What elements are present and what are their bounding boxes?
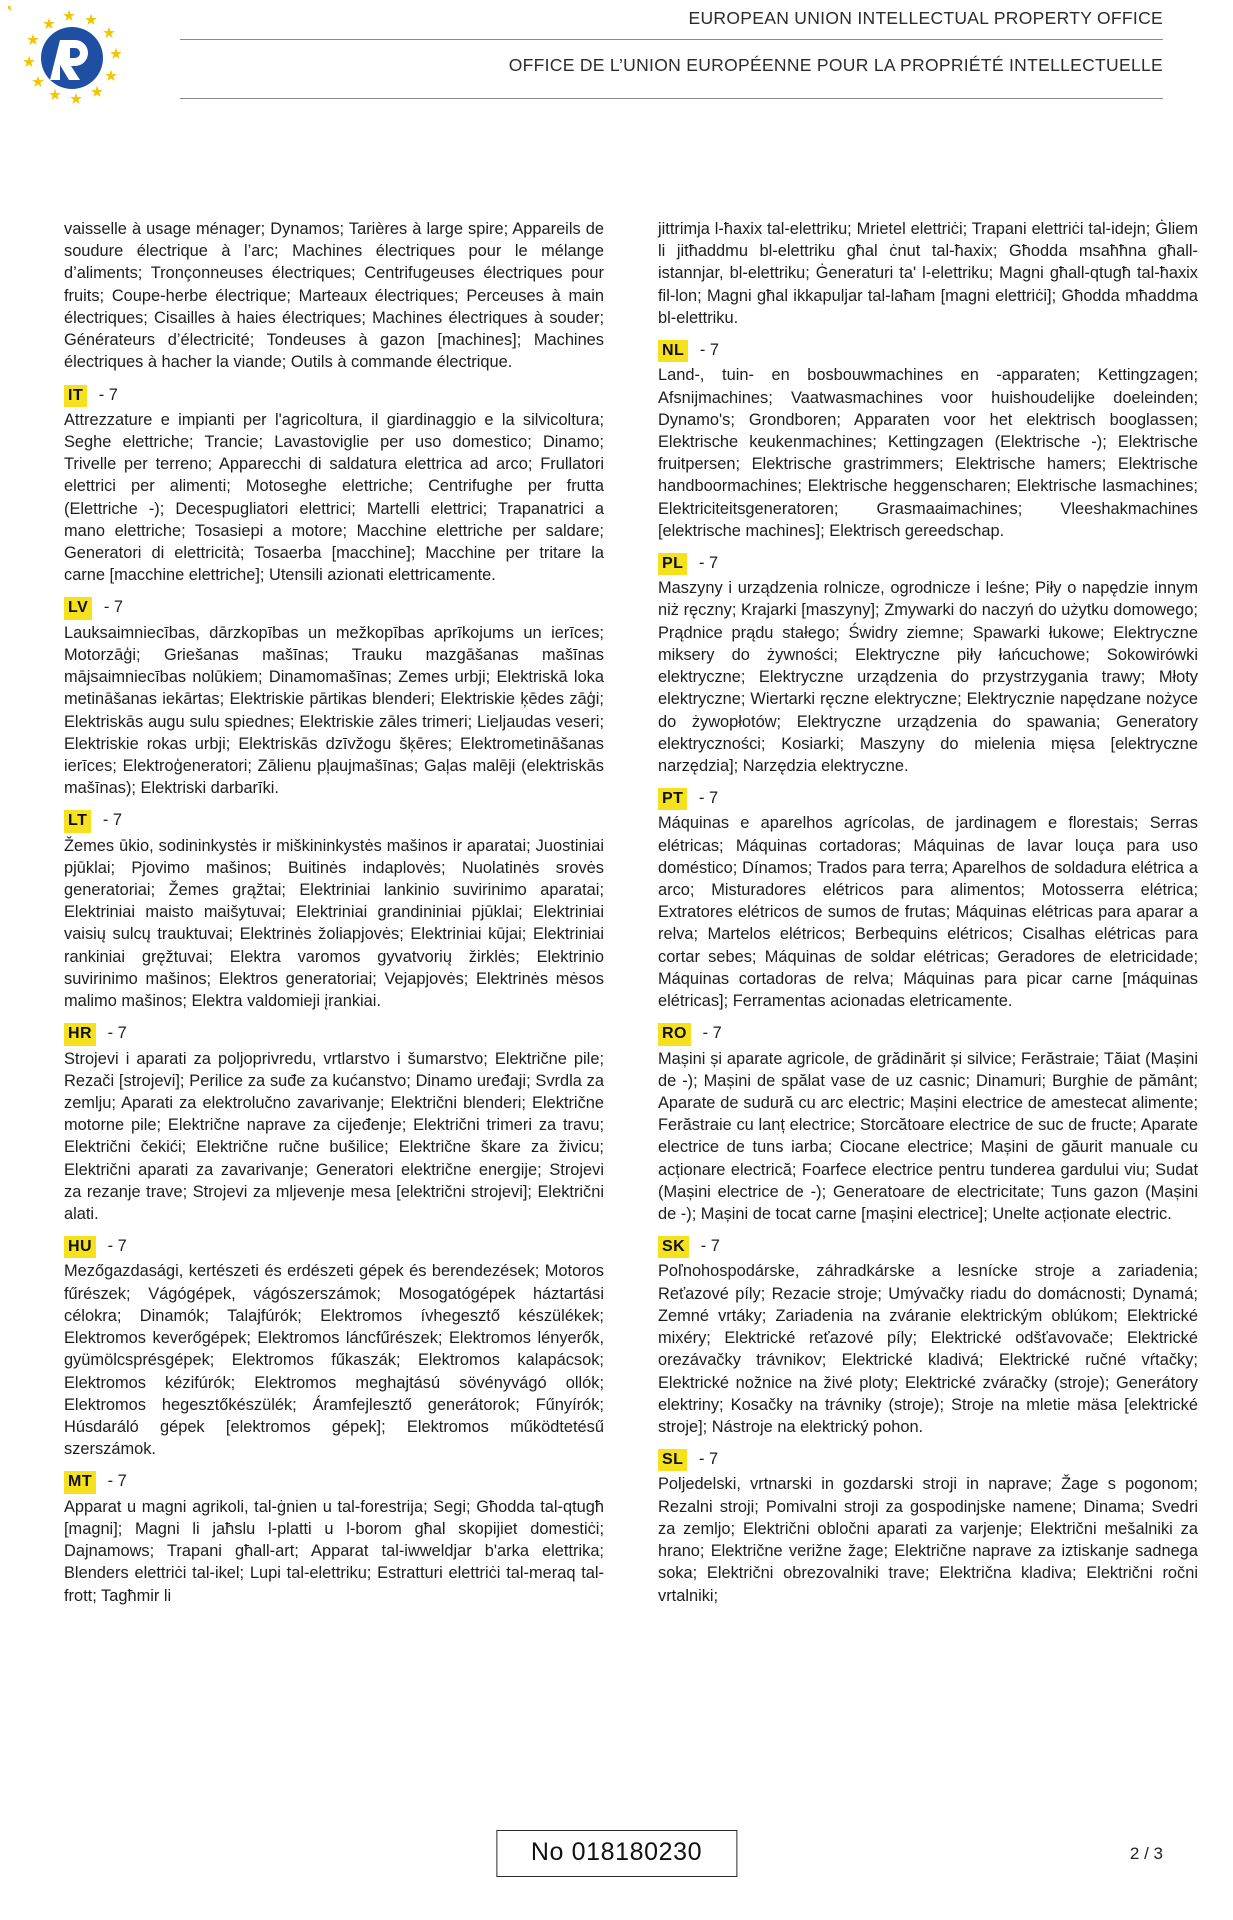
language-heading-ro	[658, 1023, 1198, 1045]
language-class-number: - 7	[699, 341, 720, 360]
language-heading-pt	[658, 788, 1198, 810]
paragraph-continuation: vaisselle à usage ménager; Dynamos; Tarières à large spire; Appareils de soudure électrique à l’arc; Machines électriques pour le mélange d’aliments; Tronçonneuses électriques; Centrifugeuses électriques pour fruits; Coupe-herbe électrique; Marteaux électriques; Perceuses à main électriques; Cisailles à haies électriques; Machines électriques à souder; Générateurs d’électricité; Tondeuses à gazon [machines]; Machines électriques à hacher la viande; Outils à commande électrique.	[64, 220, 604, 372]
language-text-ro: Mașini și aparate agricole, de grădinărit și silvice; Ferăstraie; Tăiat (Mașini de -); Mașini de spălat vase de uz casnic; Dinamuri; Burghie de pământ; Aparate de sudură cu arc electric; Mașini electrice de amestecat alimente; Ferăstraie cu lanț electrice; Storcătoare electrice de suc de fructe; Aparate electrice de tuns iarba; Ciocane electrice; Mașini de găurit manuale cu acționare electrică; Foarfece electrice pentru tunderea gardului viu; Sudat (Mașini electrice de -); Generatoare de electricitate; Tuns gazon (Mașini de -); Mașini de tocat carne [mașini electrice]; Unelte acționate electric.	[658, 1049, 1198, 1224]
language-text-lv: Lauksaimniecības, dārzkopības un mežkopības aprīkojums un ierīces; Motorzāģi; Griešanas mašīnas; Trauku mazgāšanas mašīnas mājsaimniecības nolūkiem; Dinamomašīnas; Zemes urbji; Elektriskā loka metināšanas iekārtas; Elektriskie pārtikas blenderi; Elektriskie ķēdes zāģi; Elektriskās augu sulu spiednes; Elektriskie zāles trimeri; Lieljaudas veseri; Elektriskie rokas urbji; Elektriskās dzīvžogu šķēres; Elektrometināšanas ierīces; Elektroģeneratori; Zālienu pļaujmašīnas; Gaļas malēji (elektriskās mašīnas); Elektriski darbarīki.	[64, 623, 604, 798]
language-heading-it	[64, 385, 604, 407]
language-code-badge: HU	[64, 1236, 96, 1258]
language-text-pt: Máquinas e aparelhos agrícolas, de jardinagem e florestais; Serras elétricas; Máquinas cortadoras; Máquinas de lavar louça para uso doméstico; Dínamos; Trados para terra; Aparelhos de soldadura elétrica a arco; Misturadores elétricos para alimentos; Motosserra elétrica; Extratores elétricos de sumos de frutas; Máquinas elétricas para aparar a relva; Martelos elétricos; Berbequins elétricos; Cisalhas elétricas para cortar sebes; Máquinas de soldar elétricas; Geradores de eletricidade; Máquinas cortadoras de relva; Máquinas para picar carne [máquinas elétricas]; Ferramentas acionadas eletricamente.	[658, 814, 1198, 1011]
language-class-number: - 7	[103, 598, 123, 617]
eu-ipo-logo	[8, 6, 160, 122]
language-class-number: - 7	[98, 385, 118, 404]
language-code-badge: LV	[64, 597, 92, 619]
paragraph-continuation-mt: jittrimja l-ħaxix tal-elettriku; Mrietel elettriċi; Trapani elettriċi tal-idejn; Ġliem li jitħaddmu bl-elettriku għal ċnut tal-ħaxix; Għodda msaħħna għall-istannjar, bl-elettriku; Ġeneraturi ta' l-elettriku; Magni għall-qtugħ tal-ħaxix fil-lon; Magni għal ikkapuljar tal-laħam [magni elettriċi]; Għodda mħaddma bl-elettriku.	[658, 220, 1198, 327]
language-heading-hu	[64, 1236, 604, 1258]
language-code-badge: NL	[658, 340, 688, 362]
page-number: 2 / 3	[1129, 1844, 1163, 1863]
language-code-badge: MT	[64, 1471, 96, 1493]
page-footer	[0, 1830, 1233, 1884]
language-heading-mt	[64, 1471, 604, 1493]
language-heading-lt	[64, 810, 604, 832]
language-code-badge: IT	[64, 385, 87, 407]
language-text-sk: Poľnohospodárske, záhradkárske a lesnícke stroje a zariadenia; Reťazové píly; Rezacie stroje; Umývačky riadu do domácnosti; Dynamá; Zemné vrtáky; Zariadenia na zváranie elektrickým oblúkom; Elektrické mixéry; Elektrické reťazové píly; Elektrické odšťavovače; Elektrické orezávačky trávnikov; Elektrické kladivá; Elektrické ručné vŕtačky; Elektrické nožnice na živé ploty; Elektrické zváračky (stroje); Generátory elektriny; Kosačky na trávniky (stroje); Stroje na mletie mäsa [elektrické stroje]; Nástroje na elektrický pohon.	[658, 1262, 1198, 1436]
left-column	[64, 218, 604, 1810]
language-code-badge: SK	[658, 1236, 689, 1258]
language-text-mt: Apparat u magni agrikoli, tal-ġnien u tal-forestrija; Segi; Għodda tal-qtugħ [magni]; Magni li jaħslu l-platti u l-borom għal skopijiet domestiċi; Dajnamows; Trapani għall-art; Apparat tal-iwweldjar b'arka elettrika; Blenders elettriċi tal-ikel; Lupi tal-elettriku; Estratturi elettriċi tal-meraq tal-frott; Tagħmir li	[64, 1497, 604, 1605]
language-heading-sl	[658, 1449, 1198, 1471]
right-column	[658, 218, 1198, 1810]
language-heading-sk	[658, 1236, 1198, 1258]
language-code-badge: SL	[658, 1449, 687, 1471]
language-code-badge: PL	[658, 553, 687, 575]
language-code-badge: HR	[64, 1023, 96, 1045]
language-class-number: - 7	[699, 554, 719, 573]
language-text-sl: Poljedelski, vrtnarski in gozdarski stroji in naprave; Žage s pogonom; Rezalni stroji; Pomivalni stroji za gospodinjske namene; Dinama; Svedri za zemljo; Električni obločni aparati za varjenje; Električni mešalniki za hrano; Električne verižne žage; Električne naprave za iztiskanje sadnega soka; Električni obrezovalniki trave; Električna kladiva; Električni ročni vrtalniki;	[658, 1475, 1198, 1605]
header-divider-bottom	[180, 98, 1163, 99]
header-divider-top	[180, 39, 1163, 40]
language-class-number: - 7	[699, 1450, 719, 1469]
language-heading-hr	[64, 1023, 604, 1045]
language-text-hr: Strojevi i aparati za poljoprivredu, vrtlarstvo i šumarstvo; Električne pile; Rezači [strojevi]; Perilice za suđe za kućanstvo; Dinamo uređaji; Svrdla za zemlju; Aparati za elektrolučno zavarivanje; Električni blenderi; Električne motorne pile; Električne naprave za cijeđenje; Električni trimeri za travu; Električni čekići; Električne ručne bušilice; Električne škare za živicu; Električni aparati za zavarivanje; Generatori električne energije; Strojevi za rezanje trave; Strojevi za mljevenje mesa [električni strojevi]; Električni alati.	[64, 1049, 604, 1224]
language-text-nl: Land-, tuin- en bosbouwmachines en -apparaten; Kettingzagen; Afsnijmachines; Vaatwasmachines voor huishoudelijke doeleinden; Dynamo's; Grondboren; Apparaten voor het elektrisch booglassen; Elektrische keukenmachines; Kettingzagen (Elektrische -); Elektrische fruitpersen; Elektrische grastrimmers; Elektrische hamers; Elektrische handboormachines; Elektrische heggenscharen; Elektrische lasmachines; Elektriciteitsgeneratoren; Grasmaaimachines; Vleeshakmachines [elektrische machines]; Elektrisch gereedschap.	[658, 366, 1198, 540]
language-class-number: - 7	[702, 1024, 722, 1043]
language-code-badge: RO	[658, 1023, 691, 1045]
language-class-number: - 7	[700, 1237, 720, 1256]
language-class-number: - 7	[102, 811, 123, 830]
header-line-english: EUROPEAN UNION INTELLECTUAL PROPERTY OFFICE	[688, 8, 1163, 28]
header-line-french: OFFICE DE L’UNION EUROPÉENNE POUR LA PROPRIÉTÉ INTELLECTUELLE	[508, 55, 1163, 75]
language-heading-lv	[64, 597, 604, 619]
language-text-hu: Mezőgazdasági, kertészeti és erdészeti gépek és berendezések; Motoros fűrészek; Vágógépek, vágószerszámok; Mosogatógépek háztartási célokra; Dinamók; Talajfúrók; Elektromos ívhegesztő készülékek; Elektromos keverőgépek; Elektromos láncfűrészek; Elektromos lényerők, gyümölcsprésgépek; Elektromos fűkaszák; Elektromos kalapácsok; Elektromos kézifúrók; Elektromos meghajtású sövényvágó ollók; Elektromos hegesztőkészülék; Áramfejlesztő generátorok; Fűnyírók; Húsdaráló gépek [elektromos gépek]; Elektromos működtetésű szerszámok.	[64, 1262, 604, 1459]
language-class-number: - 7	[107, 1024, 127, 1043]
language-text-lt: Žemes ūkio, sodininkystės ir miškininkystės mašinos ir aparatai; Juostiniai pjūklai; Pjovimo mašinos; Buitinės indaplovės; Nuolatinės srovės generatoriai; Žemes grąžtai; Elektriniai lankinio suvirinimo aparatai; Elektriniai maisto maišytuvai; Elektriniai grandininiai pjūklai; Elektriniai vaisių sulcų trauktuvai; Elektrinės žoliapjovės; Elektriniai kūjai; Elektriniai rankiniai gręžtuvai; Elektra varomos gyvatvorių žirklės; Elektrinio suvirinimo mašinos; Elektros generatoriai; Vejapjovės; Elektrinės mėsos malimo mašinos; Elektra valdomieji įrankiai.	[64, 836, 604, 1011]
language-heading-pl	[658, 553, 1198, 575]
language-class-number: - 7	[107, 1472, 127, 1491]
language-class-number: - 7	[699, 789, 719, 808]
language-class-number: - 7	[107, 1237, 127, 1256]
language-code-badge: PT	[658, 788, 687, 810]
language-text-it: Attrezzature e impianti per l'agricoltura, il giardinaggio e la silvicoltura; Seghe elettriche; Trancie; Lavastoviglie per uso domestico; Dinamo; Trivelle per terreno; Apparecchi di saldatura elettrica ad arco; Frullatori elettrici per alimenti; Motoseghe elettriche; Centrifughe per frutta (Elettriche -); Decespugliatori elettrici; Martelli elettrici; Trapanatrici a mano elettriche; Tosasiepi a motore; Macchine elettriche per saldare; Generatori di elettricità; Tosaerba [macchine]; Macchine per tritare la carne [macchine elettriche]; Utensili azionati elettricamente.	[64, 410, 604, 585]
language-code-badge: LT	[64, 810, 91, 832]
document-number: No 018180230	[496, 1830, 737, 1877]
page-header	[0, 0, 1233, 140]
language-text-pl: Maszyny i urządzenia rolnicze, ogrodnicze i leśne; Piły o napędzie innym niż ręczny; Krajarki [maszyny]; Zmywarki do naczyń do użytku domowego; Prądnice prądu stałego; Świdry ziemne; Spawarki łukowe; Elektryczne miksery do żywności; Elektryczne piły łańcuchowe; Sokowirówki elektryczne; Elektryczne urządzenia do przystrzygania trawy; Młoty elektryczne; Wiertarki ręczne elektryczne; Elektrycznie napędzane nożyce do żywopłotów; Elektryczne urządzenia do spawania; Generatory elektryczności; Kosiarki; Maszyny do mielenia mięsa [elektryczne narzędzia]; Narzędzia elektryczne.	[658, 579, 1198, 775]
header-text-block	[180, 8, 1163, 99]
document-body	[0, 218, 1233, 1810]
language-heading-nl	[658, 340, 1198, 362]
